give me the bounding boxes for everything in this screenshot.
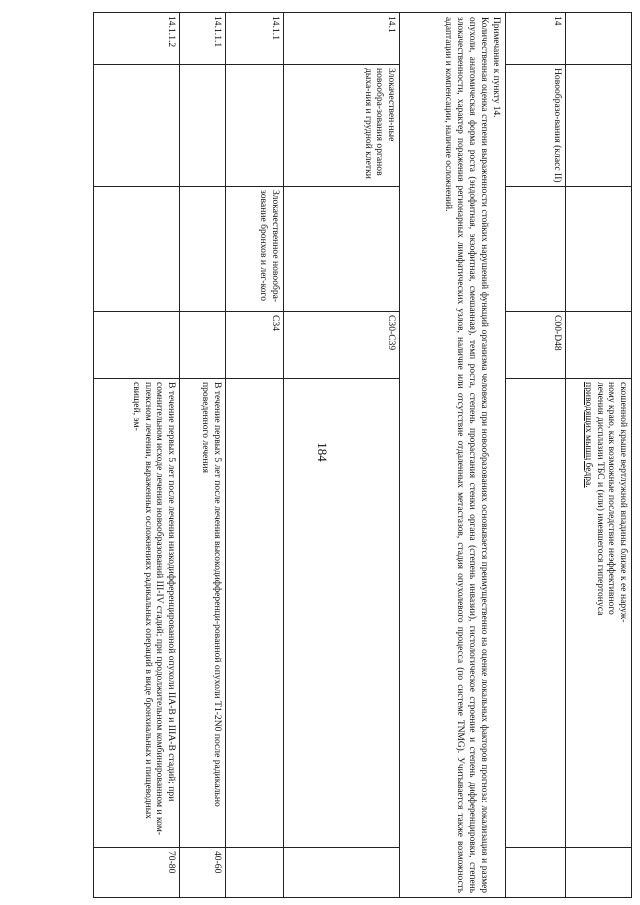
table-row-previous-continuation: [566, 13, 632, 898]
criteria-text: В течение первых 5 лет после лечения высокодифференци-рованной опухоли T1-2N0 после радикально проведенного лечения: [180, 379, 226, 848]
category-name: Злокачествен-ные новообра-зования органов дыха-ния и грудной клетки: [284, 65, 400, 187]
table-row-14-1-1: [226, 13, 284, 898]
table-row-14-1-1-2: [94, 13, 180, 898]
disability-percent: 70-80: [94, 848, 180, 898]
row-number: 14.1: [284, 13, 400, 65]
category-name: Злокачественное новообра-зование бронхов и лег-кого: [226, 187, 284, 312]
row-number: 14.1.1.1: [180, 13, 226, 65]
row-number: 14.1.1.2: [94, 13, 180, 65]
previous-row-text: скошенной крыше вертлужной впадины ближе к ее наруж- ному краю, как возможные последствие неэффективного лечения дисплазии ТБС и (или) имевшегося гипертонуса приводящих мышц бедра.: [566, 379, 632, 848]
disability-criteria-table: [93, 12, 632, 898]
row-number: 14: [506, 13, 566, 65]
icd-code: C00-D48: [506, 312, 566, 379]
note-body: Количественная оценка степени выраженности стойких нарушений функций организма человека при новообразованиях основывается преимущественно на оценке локальных факторов прогноза: локализация и размер опухоли, анатомическая форма роста (эндофитная, экзофитная, смешанная), темп роста, степень прорастания стенки органа (степень инвазии), гистологическое строение и степень дифференцировки, степень злокачественности, характер поражения регионарных лимфатических узлов, наличие или отсутствие отдаленных метастазов, стадия опухолевого процесса (по системе TNMG). Учитывается также возможность адаптации и компенсации, наличие осложнений.: [442, 17, 489, 893]
note-title: Примечание к пункту 14.: [491, 17, 501, 118]
table-row-14-1: [284, 13, 400, 898]
note-cell: [400, 13, 506, 898]
row-number: 14.1.1: [226, 13, 284, 65]
icd-code: C34: [226, 312, 284, 379]
criteria-text: В течение первых 5 лет после лечения низкодифференцированной опухоли IIA-B и IIIA-B стадий; при сомнительном исходе лечения новообразований III-IV стадий; при продолжительном комбинированном и ком-плексном лечении, выраженных осложнениях радикальных операций в виде бронхиальных и пищеводных свищей, эм-: [94, 379, 180, 848]
disability-percent: 40-60: [180, 848, 226, 898]
icd-code: C30-C39: [284, 312, 400, 379]
document-table-region: [82, 12, 632, 897]
table-row-14: [506, 13, 566, 898]
page-number: 184: [315, 442, 330, 462]
table-row-14-1-1-1: [180, 13, 226, 898]
table-row-note: [400, 13, 506, 898]
category-name: Новообразо-вания (класс II): [506, 65, 566, 187]
